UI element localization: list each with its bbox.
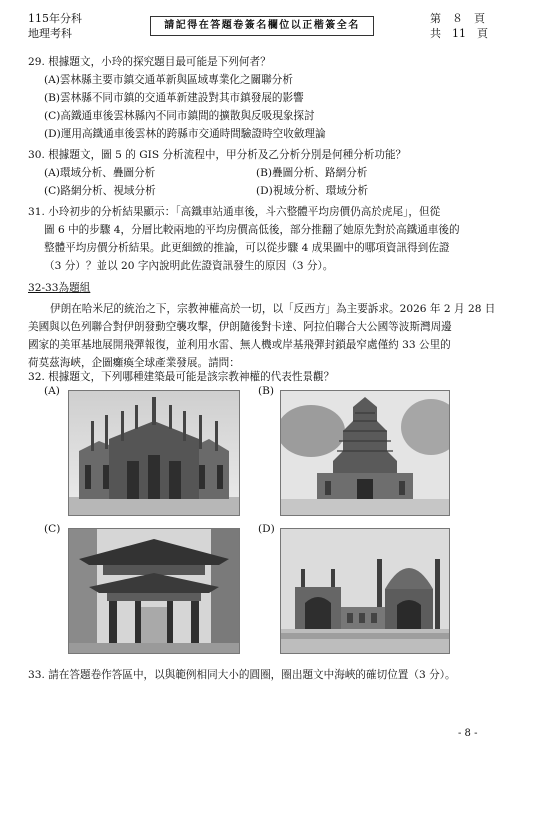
q33-stem: 33. 請在答題卷作答區中，以與範例相同大小的圓圈，圈出題文中海峽的確切位置（3 分）。 (28, 669, 456, 681)
q29-option-c: (C)高鐵通車後雲林縣內不同市鎮間的擴散與反吸現象探討 (44, 110, 315, 122)
q32-label-c: (C) (44, 523, 61, 535)
group-text-line-1: 伊朗在哈米尼的統治之下，宗教神權高於一切，以「反西方」為主要訴求。2026 年 2 月 28 日 (50, 303, 496, 315)
q29-option-d: (D)運用高鐵通車後雲林的跨縣市交通時間驗證時空收斂理論 (44, 128, 326, 140)
photo-mosque-dome (280, 528, 450, 654)
signature-notice-banner: 請記得在答題卷簽名欄位以正楷簽全名 (150, 16, 374, 36)
q29-option-a: (A)雲林縣主要市鎮交通革新與區域專業化之關聯分析 (44, 74, 293, 86)
q29-option-b: (B)雲林縣不同市鎮的交通革新建設對其市鎮發展的影響 (44, 92, 304, 104)
page-current: 第 ８ 頁 (430, 12, 485, 25)
photo-gothic-cathedral (68, 390, 240, 516)
q30-option-c: (C)路網分析、視域分析 (44, 185, 156, 197)
q29-stem: 29. 根據題文，小玲的探究題目最可能是下列何者？ (28, 56, 271, 68)
group-text-line-3: 國家的美軍基地展開飛彈報復，並利用水雷、無人機或岸基飛彈封鎖最窄處僅約 33 公里的 (28, 339, 451, 351)
group-title: 32-33為題組 (28, 282, 91, 294)
q31-line-2: 圖 6 中的步驟 4，分層比較兩地的平均房價高低後，部分推翻了她原先對於高鐵通車後的 (44, 224, 460, 236)
q32-stem: 32. 根據題文，下列哪種建築最可能是該宗教神權的代表性景觀？ (28, 371, 335, 383)
footer-page-number: - 8 - (458, 728, 478, 739)
q31-line-1: 31. 小玲初步的分析結果顯示：「高鐵車站通車後，斗六整體平均房價仍高於虎尾」，但從 (28, 206, 441, 218)
q31-line-4: （3 分）？並以 20 字內說明此佐證資訊發生的原因（3 分）。 (44, 260, 334, 272)
photo-temple-tower (280, 390, 450, 516)
group-text-line-2: 美國與以色列聯合對伊朗發動空襲攻擊，伊朗隨後對卡達、阿拉伯聯合大公國等波斯灣周邊 (28, 321, 452, 333)
q32-label-a: (A) (44, 385, 60, 397)
page-total: 共 11 頁 (430, 27, 488, 40)
q32-label-b: (B) (258, 385, 275, 397)
q30-option-a: (A)環域分析、疊圖分析 (44, 167, 156, 179)
q32-label-d: (D) (258, 523, 275, 535)
q30-stem: 30. 根據題文，圖 5 的 GIS 分析流程中，甲分析及乙分析分別是何種分析功能？ (28, 149, 407, 161)
photo-pagoda-gate (68, 528, 240, 654)
exam-year: 115年分科 (28, 12, 82, 25)
q31-line-3: 整體平均房價分析結果。此更細緻的推論，可以從步驟 4 成果圖中的哪項資訊得到佐證 (44, 242, 450, 254)
q30-option-b: (B)疊圖分析、路網分析 (256, 167, 368, 179)
exam-subject: 地理考科 (28, 27, 72, 40)
q30-option-d: (D)視域分析、環域分析 (256, 185, 369, 197)
group-text-line-4: 荷莫茲海峽，企圖癱瘓全球產業發展。請問： (28, 357, 240, 369)
